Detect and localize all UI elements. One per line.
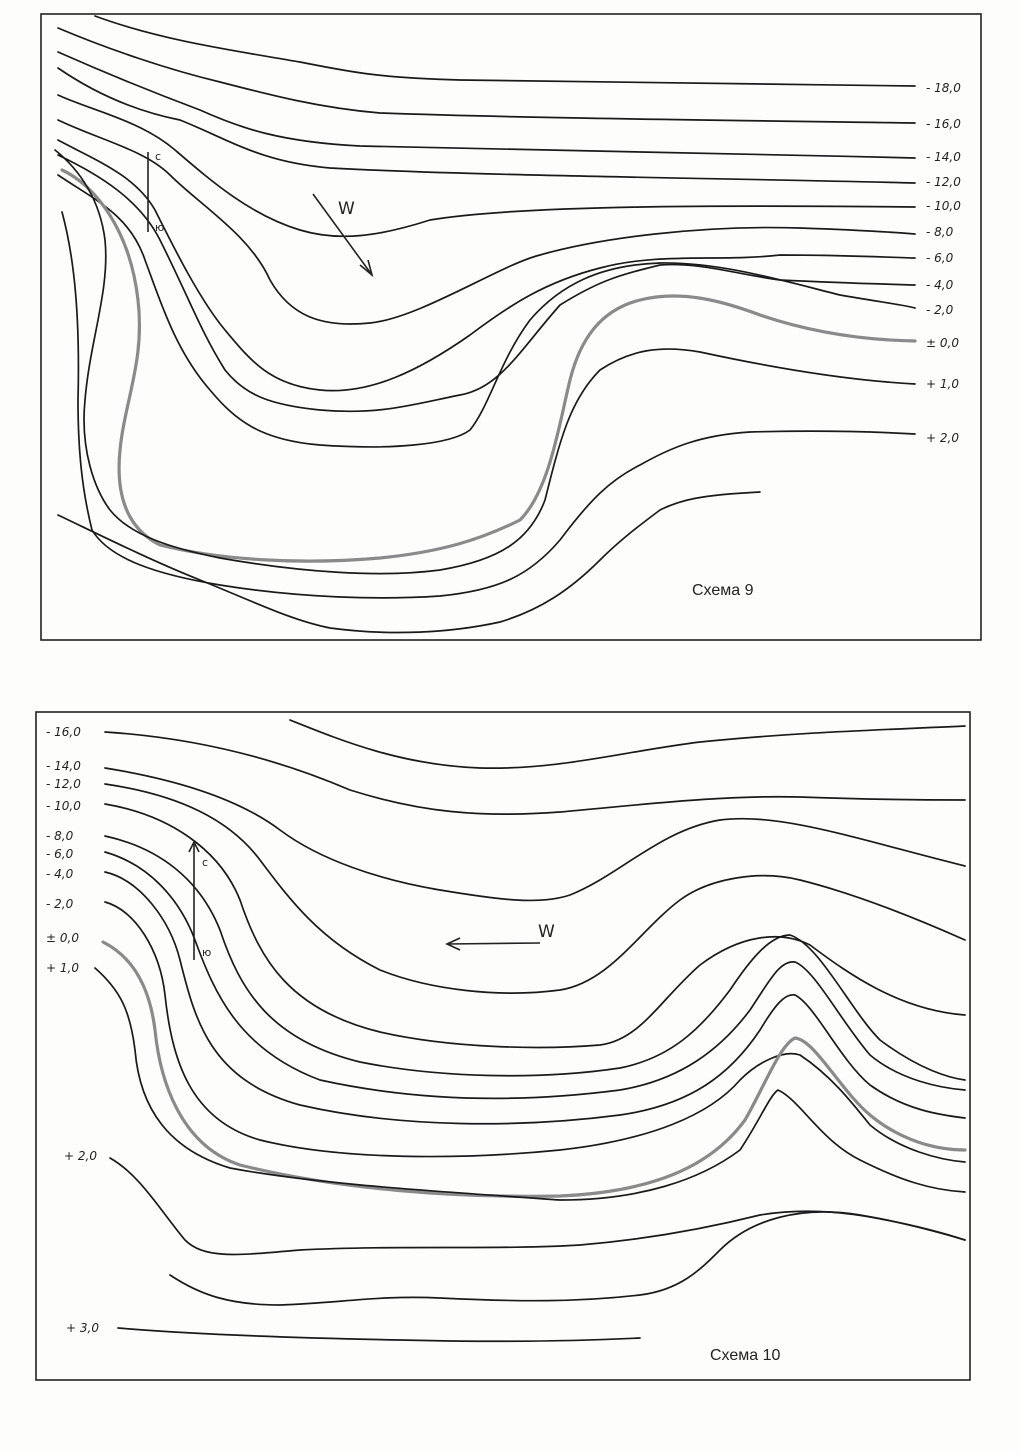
isoline-10-11 — [110, 1158, 965, 1254]
label-10-2: - 12,0 — [46, 777, 81, 791]
label-10-11: + 3,0 — [66, 1321, 99, 1335]
compass-south-10: ю — [202, 946, 212, 959]
label-10-8: ± 0,0 — [46, 931, 79, 945]
isoline-9-6 — [58, 120, 915, 324]
label-9-4: - 10,0 — [926, 199, 961, 213]
isoline-10-5 — [105, 804, 965, 1047]
isoline-10-2 — [105, 732, 965, 814]
isoline-9-11 — [62, 212, 915, 598]
wind-arrow-10 — [447, 943, 540, 944]
label-9-6: - 6,0 — [926, 251, 954, 265]
isoline-9-7 — [58, 140, 915, 391]
scheme-9 — [41, 14, 981, 640]
isoline-9-9 — [58, 175, 915, 447]
isoline-10-1 — [290, 720, 965, 768]
isoline-10-13 — [170, 1212, 965, 1305]
label-9-5: - 8,0 — [926, 225, 954, 239]
label-10-1: - 14,0 — [46, 759, 81, 773]
label-10-0: - 16,0 — [46, 725, 81, 739]
wind-label-9: W — [338, 199, 355, 219]
label-10-6: - 4,0 — [46, 867, 74, 881]
label-10-7: - 2,0 — [46, 897, 74, 911]
label-10-5: - 6,0 — [46, 847, 74, 861]
scheme-10-labels — [46, 725, 99, 1335]
scheme-10 — [36, 712, 970, 1380]
label-9-7: - 4,0 — [926, 278, 954, 292]
isoline-9-zero — [62, 170, 915, 561]
label-9-10: + 1,0 — [926, 377, 959, 391]
isoline-9-3 — [58, 52, 915, 158]
isoline-9-12 — [58, 492, 760, 633]
label-10-3: - 10,0 — [46, 799, 81, 813]
label-9-8: - 2,0 — [926, 303, 954, 317]
scheme-10-title: Схема 10 — [710, 1347, 781, 1364]
isoline-9-4 — [58, 68, 915, 183]
label-10-10: + 2,0 — [64, 1149, 97, 1163]
scheme-9-labels — [926, 81, 961, 445]
isoline-9-1 — [95, 16, 915, 86]
scheme-9-title: Схема 9 — [692, 582, 754, 599]
compass-north-10: с — [202, 856, 209, 869]
isoline-10-12 — [118, 1328, 640, 1341]
label-9-9: ± 0,0 — [926, 336, 959, 350]
label-9-0: - 18,0 — [926, 81, 961, 95]
compass-north-9: с — [155, 150, 162, 163]
label-10-4: - 8,0 — [46, 829, 74, 843]
label-9-11: + 2,0 — [926, 431, 959, 445]
isoline-9-8 — [58, 155, 915, 411]
compass-south-9: ю — [155, 221, 165, 234]
label-9-1: - 16,0 — [926, 117, 961, 131]
label-10-9: + 1,0 — [46, 961, 79, 975]
label-9-3: - 12,0 — [926, 175, 961, 189]
isoline-10-7 — [105, 852, 965, 1098]
wind-label-10: W — [538, 922, 555, 942]
label-9-2: - 14,0 — [926, 150, 961, 164]
